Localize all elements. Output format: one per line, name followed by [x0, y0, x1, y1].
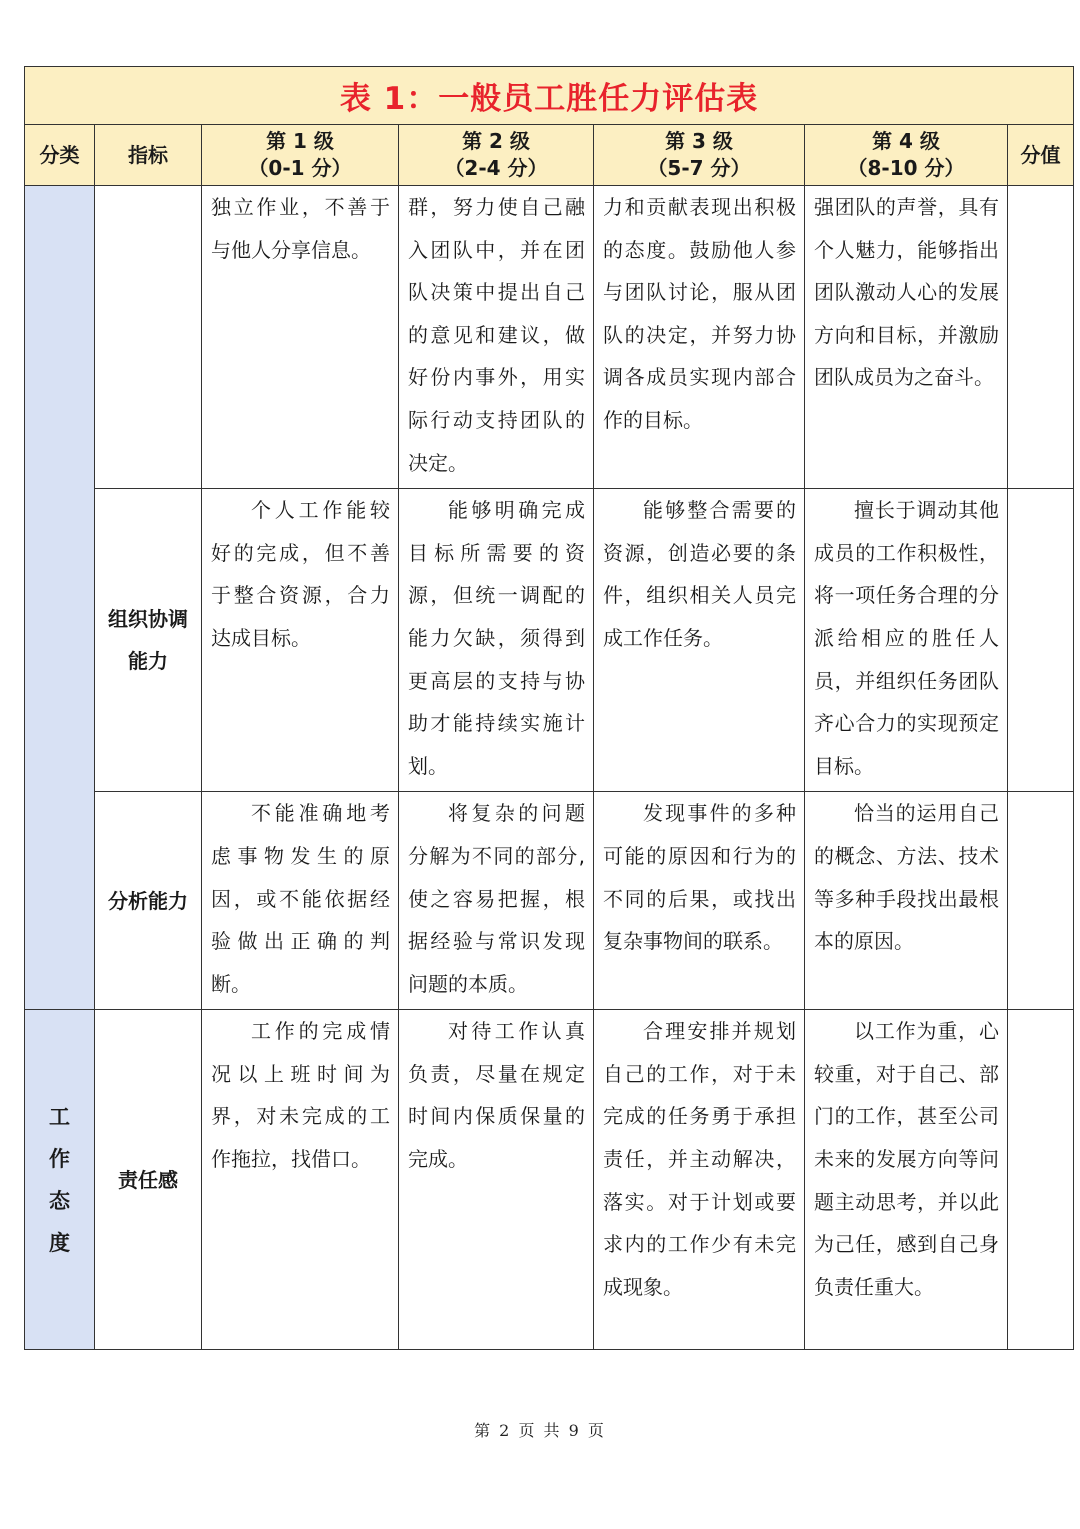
level-2-desc: 群，努力使自己融入团队中，并在团队决策中提出自己的意见和建议，做好份内事外，用实际行动支持团队的决定。 [399, 186, 594, 489]
header-row [25, 125, 1074, 186]
level-3-desc: 发现事件的多种可能的原因和行为的不同的后果，或找出复杂事物间的联系。 [594, 792, 805, 1010]
level-2-range: （2-4 分） [444, 156, 548, 180]
header-indicator: 指标 [95, 125, 202, 186]
category-cell [25, 1010, 95, 1350]
indicator-cell: 分析能力 [95, 792, 202, 1010]
level-3-desc: 合理安排并规划自己的工作，对于未完成的任务勇于承担责任，并主动解决，落实。对于计划或要求内的工作少有未完成现象。 [594, 1010, 805, 1350]
level-3-desc: 力和贡献表现出积极的态度。鼓励他人参与团队讨论，服从团队的决定，并努力协调各成员实现内部合作的目标。 [594, 186, 805, 489]
header-score: 分值 [1008, 125, 1074, 186]
level-4-desc: 擅长于调动其他成员的工作积极性，将一项任务合理的分派给相应的胜任人员，并组织任务团队齐心合力的实现预定目标。 [805, 489, 1008, 792]
header-level-4 [805, 125, 1008, 186]
header-level-2 [399, 125, 594, 186]
level-4-name: 第 4 级 [872, 129, 940, 153]
level-1-range: （0-1 分） [248, 156, 352, 180]
table-row [25, 489, 1074, 792]
competency-table [24, 66, 1074, 1350]
score-cell [1008, 489, 1074, 792]
indicator-cell [95, 186, 202, 489]
score-cell [1008, 792, 1074, 1010]
level-2-desc: 对待工作认真负责，尽量在规定时间内保质保量的完成。 [399, 1010, 594, 1350]
level-2-desc: 将复杂的问题分解为不同的部分,使之容易把握，根据经验与常识发现问题的本质。 [399, 792, 594, 1010]
header-category: 分类 [25, 125, 95, 186]
level-1-desc: 独立作业，不善于与他人分享信息。 [202, 186, 399, 489]
level-4-desc: 恰当的运用自己的概念、方法、技术等多种手段找出最根本的原因。 [805, 792, 1008, 1010]
level-3-range: （5-7 分） [647, 156, 751, 180]
level-3-desc: 能够整合需要的资源，创造必要的条件，组织相关人员完成工作任务。 [594, 489, 805, 792]
level-1-name: 第 1 级 [266, 129, 334, 153]
level-4-desc: 以工作为重，心较重，对于自己、部门的工作，甚至公司未来的发展方向等问题主动思考，并以此为己任，感到自己身负责任重大。 [805, 1010, 1008, 1350]
category-label: 工作态度 [49, 1104, 70, 1255]
level-2-desc: 能够明确完成目标所需要的资源，但统一调配的能力欠缺，须得到更高层的支持与协助才能持续实施计划。 [399, 489, 594, 792]
level-4-range: （8-10 分） [847, 156, 965, 180]
level-2-name: 第 2 级 [462, 129, 530, 153]
level-1-desc: 不能准确地考虑事物发生的原因，或不能依据经验做出正确的判断。 [202, 792, 399, 1010]
level-1-desc: 个人工作能较好的完成，但不善于整合资源，合力达成目标。 [202, 489, 399, 792]
level-3-name: 第 3 级 [665, 129, 733, 153]
table-row [25, 1010, 1074, 1350]
level-4-desc: 强团队的声誉，具有个人魅力，能够指出团队激动人心的发展方向和目标，并激励团队成员为之奋斗。 [805, 186, 1008, 489]
header-level-1 [202, 125, 399, 186]
table-row [25, 792, 1074, 1010]
score-cell [1008, 1010, 1074, 1350]
category-cell [25, 186, 95, 1010]
header-level-3 [594, 125, 805, 186]
indicator-cell: 组织协调能力 [95, 489, 202, 792]
level-1-desc: 工作的完成情况以上班时间为界，对未完成的工作拖拉，找借口。 [202, 1010, 399, 1350]
table-row [25, 186, 1074, 489]
indicator-cell: 责任感 [95, 1010, 202, 1350]
table-title: 表 1：一般员工胜任力评估表 [25, 67, 1074, 125]
page-footer: 第 2 页 共 9 页 [474, 1421, 606, 1440]
score-cell [1008, 186, 1074, 489]
